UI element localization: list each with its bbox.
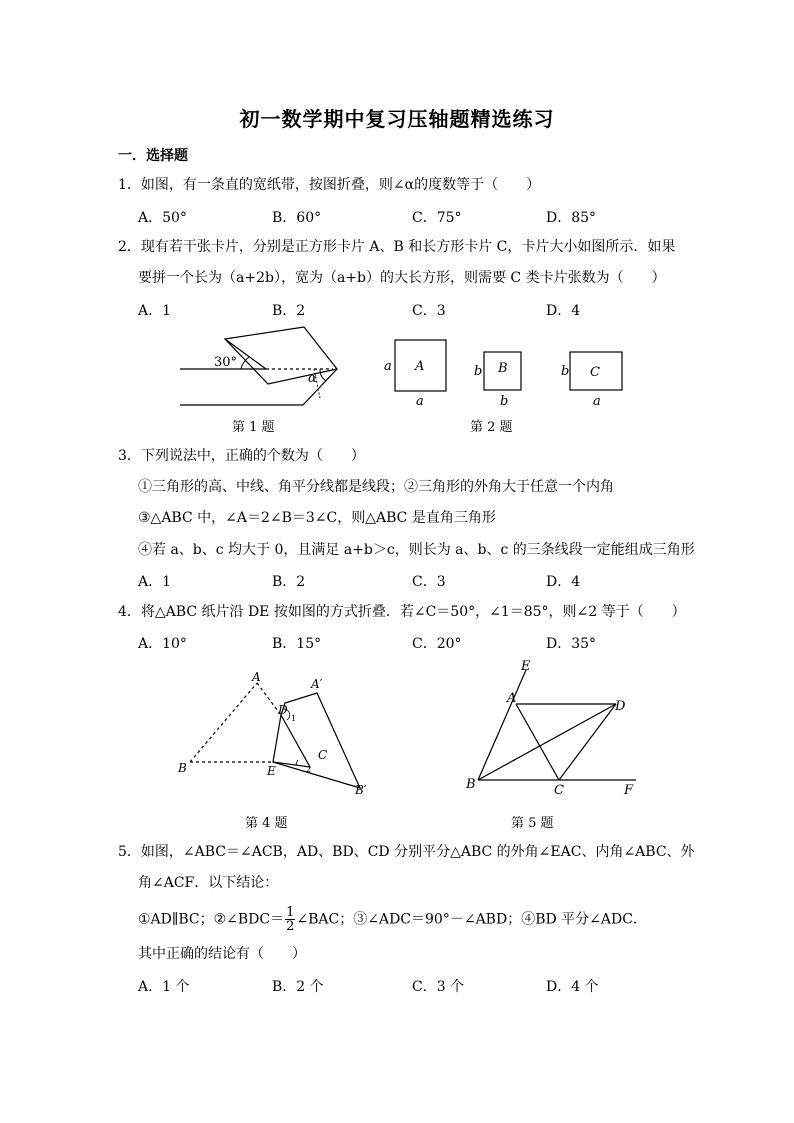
q3-option-d: D．4 bbox=[546, 574, 581, 590]
q5-fraction-denominator: 2 bbox=[286, 919, 295, 934]
q4-option-a: A．10° bbox=[138, 636, 187, 652]
q3-option-a: A．1 bbox=[138, 574, 172, 590]
figure-4-caption: 第 4 题 bbox=[245, 816, 288, 831]
card-a-side: a bbox=[384, 359, 392, 374]
fig5-label-a: A bbox=[507, 691, 517, 706]
q1-option-d: D．85° bbox=[546, 210, 597, 226]
q1-option-c: C．75° bbox=[412, 210, 462, 226]
q5-conclusion-part1: ①AD∥BC；②∠BDC＝ bbox=[138, 911, 285, 928]
card-c-name: C bbox=[590, 365, 600, 380]
q5-option-c: C．3 个 bbox=[412, 979, 465, 995]
fig4-label-a: A bbox=[252, 670, 261, 684]
card-c-side: b bbox=[561, 364, 570, 379]
q1-option-a: A．50° bbox=[138, 210, 187, 226]
q5-option-d: D．4 个 bbox=[546, 979, 599, 995]
q1-option-b: B．60° bbox=[272, 210, 322, 226]
figure-2-cards bbox=[378, 334, 638, 410]
q5-option-a: A．1 个 bbox=[138, 979, 190, 995]
q2-option-d: D．4 bbox=[546, 303, 581, 319]
question-5-conclusions bbox=[138, 906, 647, 933]
question-5-line4: 其中正确的结论有（ ） bbox=[138, 946, 306, 962]
q3-option-c: C．3 bbox=[412, 574, 446, 590]
question-3-statement-2: ③△ABC 中，∠A＝2∠B＝3∠C，则△ABC 是直角三角形 bbox=[138, 510, 496, 526]
figure-2-caption: 第 2 题 bbox=[470, 420, 513, 435]
q2-option-a: A．1 bbox=[138, 303, 172, 319]
fig5-label-e: E bbox=[521, 659, 531, 674]
fig4-label-b-prime: B′ bbox=[355, 783, 367, 797]
card-b-side: b bbox=[474, 364, 483, 379]
fig4-label-a-prime: A′ bbox=[311, 677, 323, 691]
fig4-label-b: B bbox=[178, 761, 187, 775]
card-b-name: B bbox=[498, 361, 508, 376]
figure-1-folded-strip bbox=[170, 322, 360, 412]
fig1-alpha: α bbox=[308, 371, 317, 386]
q4-option-c: C．20° bbox=[412, 636, 462, 652]
question-3-statement-3: ④若 a、b、c 均大于 0，且满足 a+b＞c，则长为 a、b、c 的三条线段一定能组成三角形 bbox=[138, 542, 695, 558]
question-1-text: 1．如图，有一条直的宽纸带，按图折叠，则∠α的度数等于（ ） bbox=[118, 177, 541, 193]
q3-option-b: B．2 bbox=[272, 574, 306, 590]
fig4-label-d: D bbox=[278, 703, 288, 717]
fig1-angle-30: 30° bbox=[214, 355, 238, 370]
card-a-name: A bbox=[415, 359, 425, 374]
q4-option-b: B．15° bbox=[272, 636, 322, 652]
q5-fraction-numerator: 1 bbox=[286, 905, 295, 920]
q2-option-c: C．3 bbox=[412, 303, 446, 319]
question-2-line2: 要拼一个长为（a+2b），宽为（a+b）的大长方形，则需要 C 类卡片张数为（ ） bbox=[138, 270, 666, 286]
fig5-label-b: B bbox=[466, 777, 476, 792]
q5-option-b: B．2 个 bbox=[272, 979, 324, 995]
question-5-line1: 5．如图，∠ABC＝∠ACB，AD、BD、CD 分别平分△ABC 的外角∠EAC、内角∠ABC、外 bbox=[118, 844, 695, 860]
question-3-text: 3．下列说法中，正确的个数为（ ） bbox=[118, 448, 365, 464]
card-a-bottom: a bbox=[416, 394, 424, 409]
q5-conclusion-part2: ∠BAC；③∠ADC＝90°－∠ABD；④BD 平分∠ADC． bbox=[296, 911, 647, 928]
q2-option-b: B．2 bbox=[272, 303, 306, 319]
fig4-label-c: C bbox=[318, 748, 328, 762]
question-5-line2: 角∠ACF．以下结论： bbox=[138, 875, 279, 891]
card-b-bottom: b bbox=[500, 394, 509, 409]
q4-option-d: D．35° bbox=[546, 636, 597, 652]
fig5-label-d: D bbox=[615, 699, 626, 714]
fig4-angle-2: 2 bbox=[306, 765, 312, 774]
section-heading: 一．选择题 bbox=[118, 148, 188, 164]
question-3-statement-1: ①三角形的高、中线、角平分线都是线段；②三角形的外角大于任意一个内角 bbox=[138, 479, 614, 495]
card-c-bottom: a bbox=[593, 394, 601, 409]
figure-5-angle-bisectors bbox=[460, 656, 650, 801]
figure-4-folded-triangle bbox=[170, 668, 380, 803]
fig5-label-f: F bbox=[624, 783, 634, 798]
q5-fraction bbox=[285, 906, 295, 933]
page-title: 初一数学期中复习压轴题精选练习 bbox=[239, 107, 555, 131]
figure-1-caption: 第 1 题 bbox=[232, 420, 275, 435]
question-2-line1: 2．现有若干张卡片，分别是正方形卡片 A、B 和长方形卡片 C，卡片大小如图所示．如果 bbox=[118, 239, 676, 255]
fig5-label-c: C bbox=[554, 783, 564, 798]
figure-5-caption: 第 5 题 bbox=[511, 816, 554, 831]
fig4-angle-1: 1 bbox=[291, 714, 297, 723]
fig4-label-e: E bbox=[267, 764, 276, 778]
question-4-text: 4．将△ABC 纸片沿 DE 按如图的方式折叠．若∠C＝50°，∠1＝85°，则∠2 等于（ ） bbox=[118, 604, 686, 620]
